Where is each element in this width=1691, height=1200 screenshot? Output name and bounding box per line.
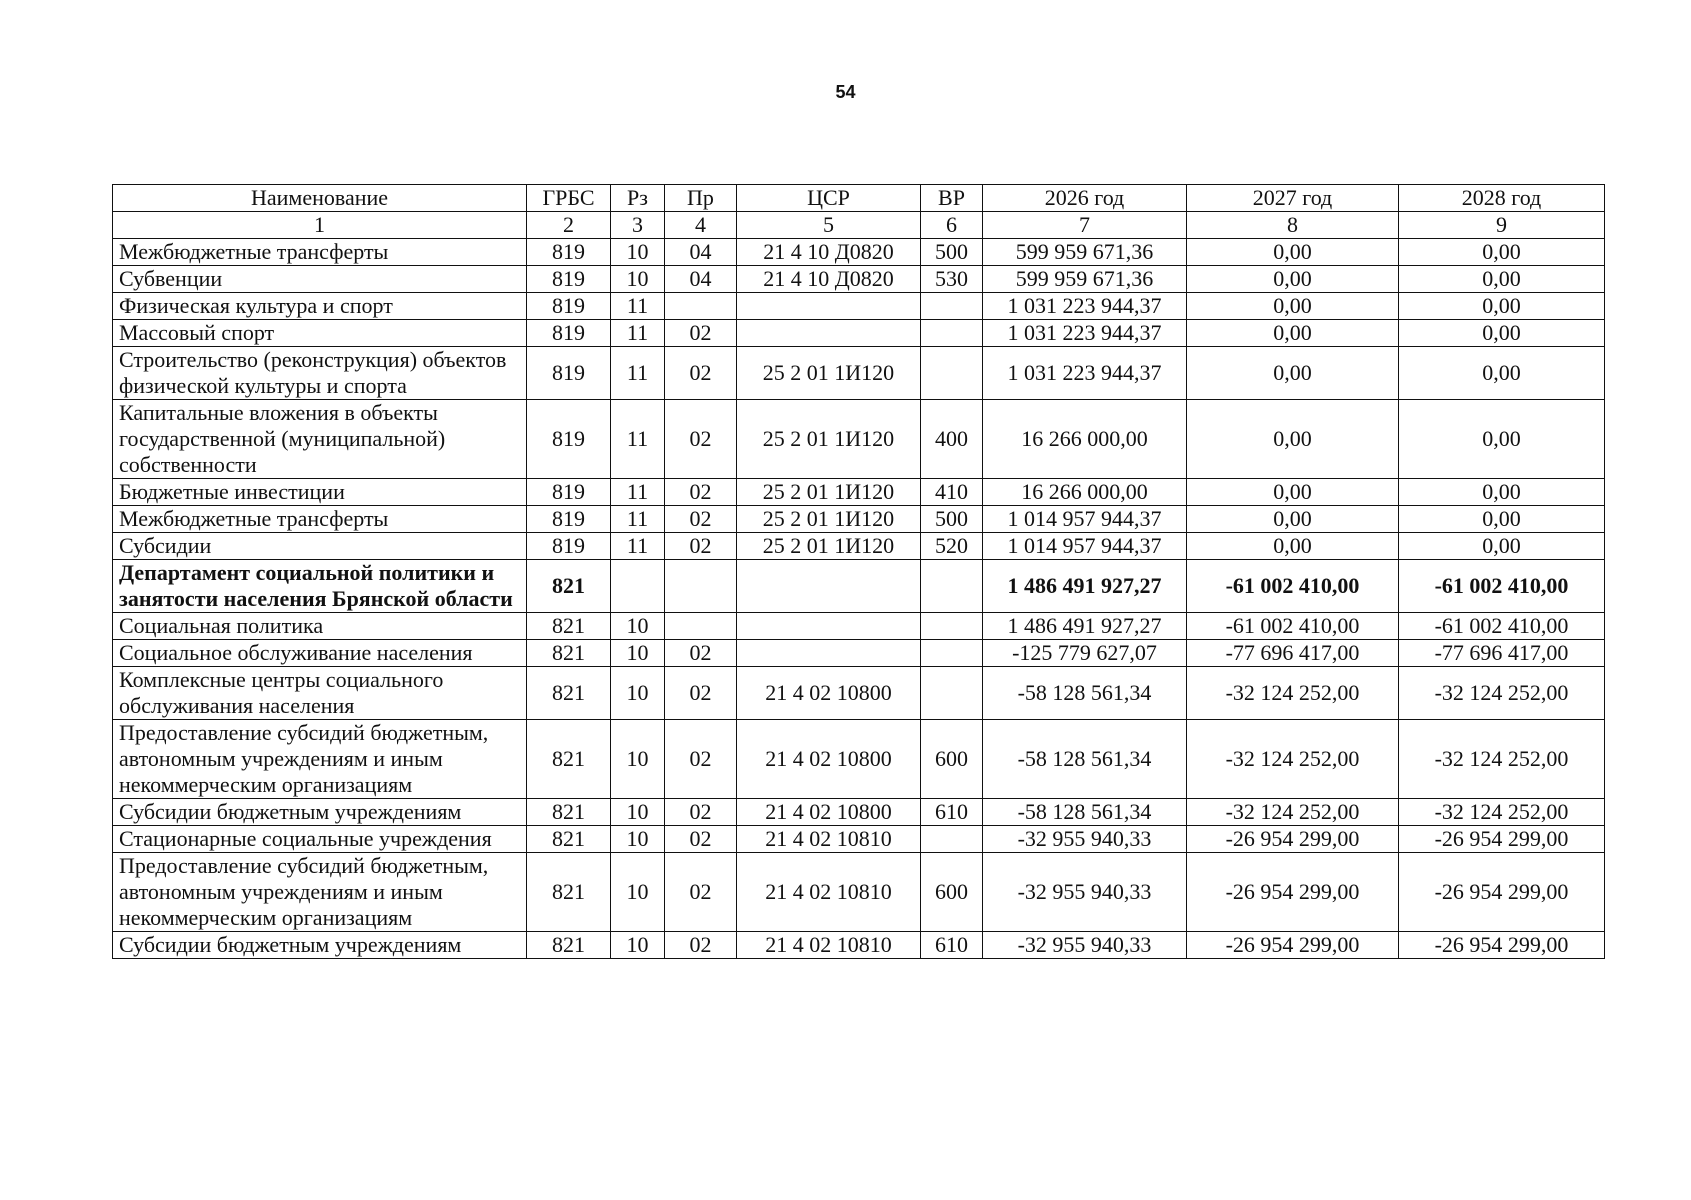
cell-2028: 0,00 [1399,293,1605,320]
cell-csr: 21 4 02 10800 [737,720,921,799]
cell-vr: 600 [921,720,983,799]
cell-rz: 11 [611,506,665,533]
cell-grbs: 819 [527,320,611,347]
cell-csr: 21 4 10 Д0820 [737,239,921,266]
cell-csr: 25 2 01 1И120 [737,479,921,506]
cell-rz: 11 [611,320,665,347]
cell-rz: 10 [611,613,665,640]
cell-2026: 599 959 671,36 [983,266,1187,293]
table-row [113,479,1605,506]
cell-2026: -58 128 561,34 [983,799,1187,826]
cell-2027: -77 696 417,00 [1187,640,1399,667]
cell-rz: 10 [611,667,665,720]
cell-2028: -77 696 417,00 [1399,640,1605,667]
cell-2028: 0,00 [1399,533,1605,560]
cell-2027: 0,00 [1187,506,1399,533]
table-row [113,320,1605,347]
cell-2026: 1 486 491 927,27 [983,613,1187,640]
cell-2027: -32 124 252,00 [1187,799,1399,826]
cell-vr [921,640,983,667]
cell-2028: 0,00 [1399,506,1605,533]
cell-vr: 500 [921,239,983,266]
cell-2028: -61 002 410,00 [1399,613,1605,640]
table-row [113,533,1605,560]
header-pr: Пр [665,185,737,212]
column-number: 1 [113,212,527,239]
cell-pr: 02 [665,932,737,959]
cell-2026: 1 014 957 944,37 [983,533,1187,560]
table-row [113,826,1605,853]
cell-2026: 1 486 491 927,27 [983,560,1187,613]
column-number: 7 [983,212,1187,239]
cell-2028: 0,00 [1399,400,1605,479]
table-row [113,347,1605,400]
table-row [113,640,1605,667]
cell-pr: 02 [665,320,737,347]
cell-pr: 02 [665,640,737,667]
cell-grbs: 819 [527,266,611,293]
header-2028: 2028 год [1399,185,1605,212]
cell-rz: 11 [611,400,665,479]
cell-2027: -26 954 299,00 [1187,932,1399,959]
cell-rz: 10 [611,799,665,826]
cell-2026: 1 014 957 944,37 [983,506,1187,533]
cell-grbs: 821 [527,667,611,720]
cell-2028: -32 124 252,00 [1399,667,1605,720]
cell-name: Социальная политика [113,613,527,640]
page-number: 54 [835,82,856,102]
cell-2027: 0,00 [1187,320,1399,347]
cell-2028: -26 954 299,00 [1399,932,1605,959]
cell-pr: 02 [665,533,737,560]
cell-2026: 1 031 223 944,37 [983,347,1187,400]
column-number: 8 [1187,212,1399,239]
cell-2026: -32 955 940,33 [983,826,1187,853]
cell-2027: -32 124 252,00 [1187,667,1399,720]
cell-grbs: 819 [527,479,611,506]
cell-vr [921,293,983,320]
table-row [113,799,1605,826]
cell-2027: 0,00 [1187,239,1399,266]
cell-grbs: 819 [527,506,611,533]
cell-2026: -125 779 627,07 [983,640,1187,667]
cell-csr: 21 4 02 10810 [737,853,921,932]
cell-grbs: 819 [527,533,611,560]
cell-grbs: 821 [527,853,611,932]
cell-name: Физическая культура и спорт [113,293,527,320]
cell-vr [921,560,983,613]
cell-2027: 0,00 [1187,400,1399,479]
table-row [113,400,1605,479]
cell-pr: 02 [665,479,737,506]
cell-csr: 21 4 10 Д0820 [737,266,921,293]
cell-name: Межбюджетные трансферты [113,239,527,266]
table-row [113,239,1605,266]
cell-pr: 02 [665,506,737,533]
cell-2028: -61 002 410,00 [1399,560,1605,613]
cell-2026: -32 955 940,33 [983,932,1187,959]
cell-rz: 11 [611,347,665,400]
cell-pr: 04 [665,266,737,293]
header-vr: ВР [921,185,983,212]
cell-2028: -26 954 299,00 [1399,826,1605,853]
cell-grbs: 821 [527,932,611,959]
cell-csr: 25 2 01 1И120 [737,400,921,479]
cell-vr: 410 [921,479,983,506]
header-grbs: ГРБС [527,185,611,212]
column-number-row [113,212,1605,239]
column-number: 5 [737,212,921,239]
table-row [113,266,1605,293]
cell-name: Строительство (реконструкция) объектов физической культуры и спорта [113,347,527,400]
table-row [113,720,1605,799]
cell-vr: 520 [921,533,983,560]
cell-name: Массовый спорт [113,320,527,347]
cell-name: Социальное обслуживание населения [113,640,527,667]
cell-2026: 1 031 223 944,37 [983,320,1187,347]
cell-2027: 0,00 [1187,293,1399,320]
cell-csr: 25 2 01 1И120 [737,506,921,533]
cell-rz: 10 [611,932,665,959]
cell-2028: 0,00 [1399,266,1605,293]
cell-pr: 02 [665,799,737,826]
header-csr: ЦСР [737,185,921,212]
cell-grbs: 821 [527,826,611,853]
cell-rz: 10 [611,720,665,799]
cell-rz: 10 [611,640,665,667]
header-rz: Рз [611,185,665,212]
cell-rz: 11 [611,293,665,320]
cell-rz: 10 [611,826,665,853]
cell-2027: -61 002 410,00 [1187,613,1399,640]
cell-vr: 530 [921,266,983,293]
cell-2028: 0,00 [1399,479,1605,506]
cell-name: Субсидии [113,533,527,560]
cell-2026: 1 031 223 944,37 [983,293,1187,320]
header-2027: 2027 год [1187,185,1399,212]
table-row [113,853,1605,932]
cell-2027: -26 954 299,00 [1187,826,1399,853]
cell-vr: 610 [921,799,983,826]
cell-csr: 25 2 01 1И120 [737,533,921,560]
budget-table [112,184,1605,959]
cell-name: Субсидии бюджетным учреждениям [113,799,527,826]
cell-pr: 02 [665,347,737,400]
cell-2028: 0,00 [1399,347,1605,400]
cell-vr: 500 [921,506,983,533]
cell-vr: 400 [921,400,983,479]
cell-name: Бюджетные инвестиции [113,479,527,506]
cell-2027: -61 002 410,00 [1187,560,1399,613]
header-2026: 2026 год [983,185,1187,212]
column-number: 6 [921,212,983,239]
cell-2026: 599 959 671,36 [983,239,1187,266]
cell-2028: -32 124 252,00 [1399,799,1605,826]
cell-csr [737,560,921,613]
column-number: 2 [527,212,611,239]
cell-grbs: 819 [527,293,611,320]
cell-2026: -58 128 561,34 [983,667,1187,720]
cell-csr: 25 2 01 1И120 [737,347,921,400]
cell-rz: 11 [611,533,665,560]
cell-rz [611,560,665,613]
cell-pr: 04 [665,239,737,266]
cell-grbs: 819 [527,400,611,479]
cell-pr: 02 [665,720,737,799]
cell-2026: -58 128 561,34 [983,720,1187,799]
cell-rz: 10 [611,266,665,293]
cell-grbs: 819 [527,239,611,266]
cell-name: Субвенции [113,266,527,293]
cell-csr [737,613,921,640]
header-name: Наименование [113,185,527,212]
cell-csr: 21 4 02 10810 [737,932,921,959]
cell-csr [737,640,921,667]
table-row [113,293,1605,320]
cell-2026: 16 266 000,00 [983,479,1187,506]
cell-grbs: 819 [527,347,611,400]
cell-2026: -32 955 940,33 [983,853,1187,932]
table-row [113,506,1605,533]
cell-vr [921,320,983,347]
cell-pr: 02 [665,400,737,479]
cell-vr [921,826,983,853]
cell-2028: -32 124 252,00 [1399,720,1605,799]
cell-pr [665,613,737,640]
table-header-row [113,185,1605,212]
cell-vr [921,667,983,720]
cell-vr: 600 [921,853,983,932]
table-body [113,239,1605,959]
cell-2028: 0,00 [1399,239,1605,266]
cell-rz: 11 [611,479,665,506]
cell-2027: 0,00 [1187,533,1399,560]
cell-name: Капитальные вложения в объекты государственной (муниципальной) собственности [113,400,527,479]
cell-grbs: 821 [527,560,611,613]
cell-pr [665,560,737,613]
cell-rz: 10 [611,239,665,266]
cell-csr [737,293,921,320]
cell-name: Стационарные социальные учреждения [113,826,527,853]
cell-vr: 610 [921,932,983,959]
cell-2028: -26 954 299,00 [1399,853,1605,932]
cell-2027: 0,00 [1187,479,1399,506]
cell-pr: 02 [665,667,737,720]
table-row [113,932,1605,959]
column-number: 4 [665,212,737,239]
table-row [113,613,1605,640]
cell-csr: 21 4 02 10800 [737,799,921,826]
cell-2027: -26 954 299,00 [1187,853,1399,932]
column-number: 3 [611,212,665,239]
table-row [113,560,1605,613]
cell-name: Предоставление субсидий бюджетным, автономным учреждениям и иным некоммерческим организациям [113,720,527,799]
cell-csr: 21 4 02 10810 [737,826,921,853]
cell-vr [921,613,983,640]
cell-2028: 0,00 [1399,320,1605,347]
cell-csr [737,320,921,347]
cell-name: Субсидии бюджетным учреждениям [113,932,527,959]
cell-vr [921,347,983,400]
cell-2026: 16 266 000,00 [983,400,1187,479]
cell-name: Предоставление субсидий бюджетным, автономным учреждениям и иным некоммерческим организациям [113,853,527,932]
cell-name: Комплексные центры социального обслуживания населения [113,667,527,720]
cell-csr: 21 4 02 10800 [737,667,921,720]
cell-pr: 02 [665,853,737,932]
column-number: 9 [1399,212,1605,239]
cell-grbs: 821 [527,640,611,667]
cell-pr: 02 [665,826,737,853]
cell-name: Межбюджетные трансферты [113,506,527,533]
cell-rz: 10 [611,853,665,932]
cell-2027: -32 124 252,00 [1187,720,1399,799]
cell-pr [665,293,737,320]
cell-grbs: 821 [527,799,611,826]
cell-2027: 0,00 [1187,266,1399,293]
cell-2027: 0,00 [1187,347,1399,400]
table-row [113,667,1605,720]
cell-grbs: 821 [527,613,611,640]
cell-name: Департамент социальной политики и занятости населения Брянской области [113,560,527,613]
cell-grbs: 821 [527,720,611,799]
